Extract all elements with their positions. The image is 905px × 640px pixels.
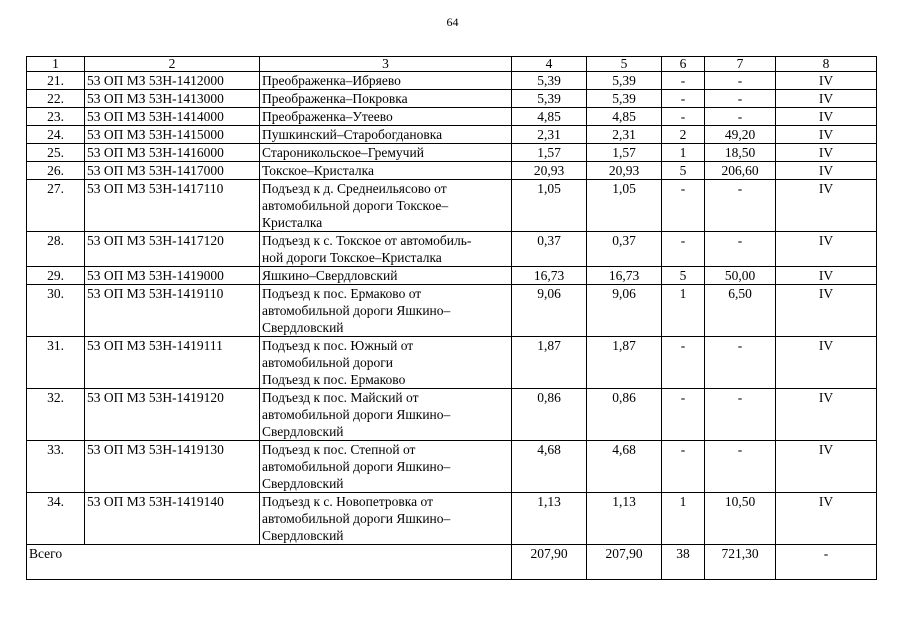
col-5-value: 9,06: [587, 285, 662, 337]
road-code: 53 ОП МЗ 53Н-1419111: [85, 337, 260, 389]
road-name-line: автомобильной дороги: [262, 355, 393, 370]
road-name: [260, 126, 512, 144]
road-name-line: Подъезд к пос. Майский от: [262, 390, 419, 405]
col-5-value: 1,87: [587, 337, 662, 389]
col-4-value: 5,39: [512, 90, 587, 108]
road-name: [260, 72, 512, 90]
road-name-line: Подъезд к д. Среднеильясово от: [262, 181, 447, 196]
road-name-line: Свердловский: [262, 476, 344, 491]
col-4-value: 1,13: [512, 493, 587, 545]
col-7-value: -: [705, 389, 776, 441]
header-cell: 1: [27, 57, 85, 72]
col-5-value: 20,93: [587, 162, 662, 180]
road-name-line: Подъезд к с. Новопетровка от: [262, 494, 434, 509]
road-name-line: Подъезд к пос. Степной от: [262, 442, 416, 457]
row-number: 25.: [27, 144, 85, 162]
header-cell: 6: [662, 57, 705, 72]
total-col-8: -: [776, 545, 877, 580]
road-name-line: Свердловский: [262, 320, 344, 335]
col-6-value: -: [662, 232, 705, 267]
road-code: 53 ОП МЗ 53Н-1417000: [85, 162, 260, 180]
road-name: [260, 144, 512, 162]
col-5-value: 4,68: [587, 441, 662, 493]
col-7-value: -: [705, 441, 776, 493]
road-name: [260, 337, 512, 389]
table-body: [27, 57, 877, 580]
table-row: [27, 90, 877, 108]
col-4-value: 20,93: [512, 162, 587, 180]
col-7-value: -: [705, 180, 776, 232]
col-6-value: 1: [662, 285, 705, 337]
col-5-value: 0,37: [587, 232, 662, 267]
col-5-value: 1,05: [587, 180, 662, 232]
road-name-line: Подъезд к с. Токское от автомобиль-: [262, 233, 472, 248]
col-7-value: 50,00: [705, 267, 776, 285]
table-row: [27, 493, 877, 545]
col-7-value: 18,50: [705, 144, 776, 162]
col-7-value: -: [705, 337, 776, 389]
table-row: [27, 72, 877, 90]
col-5-value: 2,31: [587, 126, 662, 144]
col-8-value: IV: [776, 108, 877, 126]
road-name: [260, 162, 512, 180]
col-5-value: 0,86: [587, 389, 662, 441]
header-cell: 8: [776, 57, 877, 72]
col-5-value: 1,57: [587, 144, 662, 162]
col-8-value: IV: [776, 232, 877, 267]
road-code: 53 ОП МЗ 53Н-1414000: [85, 108, 260, 126]
road-name-line: автомобильной дороги Яшкино–: [262, 511, 451, 526]
road-name-line: автомобильной дороги Яшкино–: [262, 303, 451, 318]
header-cell: 5: [587, 57, 662, 72]
row-number: 23.: [27, 108, 85, 126]
col-7-value: -: [705, 232, 776, 267]
row-number: 29.: [27, 267, 85, 285]
col-7-value: 49,20: [705, 126, 776, 144]
col-8-value: IV: [776, 72, 877, 90]
row-number: 27.: [27, 180, 85, 232]
col-8-value: IV: [776, 337, 877, 389]
col-4-value: 16,73: [512, 267, 587, 285]
total-row: [27, 545, 877, 580]
road-name: [260, 108, 512, 126]
col-5-value: 16,73: [587, 267, 662, 285]
col-7-value: -: [705, 108, 776, 126]
road-name-line: Староникольское–Гремучий: [262, 145, 424, 160]
road-name-line: автомобильной дороги Яшкино–: [262, 407, 451, 422]
col-6-value: 5: [662, 267, 705, 285]
table-row: [27, 389, 877, 441]
row-number: 30.: [27, 285, 85, 337]
col-8-value: IV: [776, 285, 877, 337]
col-4-value: 0,37: [512, 232, 587, 267]
col-8-value: IV: [776, 267, 877, 285]
total-col-6: 38: [662, 545, 705, 580]
row-number: 26.: [27, 162, 85, 180]
road-code: 53 ОП МЗ 53Н-1419000: [85, 267, 260, 285]
col-8-value: IV: [776, 180, 877, 232]
row-number: 21.: [27, 72, 85, 90]
road-name: [260, 267, 512, 285]
header-cell: 2: [85, 57, 260, 72]
road-code: 53 ОП МЗ 53Н-1417110: [85, 180, 260, 232]
col-5-value: 5,39: [587, 72, 662, 90]
col-4-value: 1,87: [512, 337, 587, 389]
col-6-value: -: [662, 180, 705, 232]
col-6-value: -: [662, 108, 705, 126]
road-name-line: Преображенка–Покровка: [262, 91, 408, 106]
col-5-value: 1,13: [587, 493, 662, 545]
road-name: [260, 441, 512, 493]
table-row: [27, 232, 877, 267]
road-name: [260, 389, 512, 441]
col-7-value: 206,60: [705, 162, 776, 180]
road-name-line: Кристалка: [262, 215, 323, 230]
road-code: 53 ОП МЗ 53Н-1419110: [85, 285, 260, 337]
row-number: 22.: [27, 90, 85, 108]
col-5-value: 4,85: [587, 108, 662, 126]
road-code: 53 ОП МЗ 53Н-1417120: [85, 232, 260, 267]
header-row: [27, 57, 877, 72]
col-8-value: IV: [776, 126, 877, 144]
col-5-value: 5,39: [587, 90, 662, 108]
col-7-value: 10,50: [705, 493, 776, 545]
col-8-value: IV: [776, 90, 877, 108]
road-code: 53 ОП МЗ 53Н-1412000: [85, 72, 260, 90]
row-number: 28.: [27, 232, 85, 267]
page-number: 64: [446, 15, 459, 29]
header-cell: 4: [512, 57, 587, 72]
road-name-line: Токское–Кристалка: [262, 163, 374, 178]
col-8-value: IV: [776, 144, 877, 162]
col-4-value: 5,39: [512, 72, 587, 90]
road-name: [260, 232, 512, 267]
total-col-5: 207,90: [587, 545, 662, 580]
road-name-line: автомобильной дороги Токское–: [262, 198, 449, 213]
header-cell: 7: [705, 57, 776, 72]
table-row: [27, 126, 877, 144]
table-row: [27, 162, 877, 180]
col-4-value: 1,05: [512, 180, 587, 232]
col-6-value: 2: [662, 126, 705, 144]
road-name-line: Свердловский: [262, 528, 344, 543]
road-code: 53 ОП МЗ 53Н-1419140: [85, 493, 260, 545]
table-row: [27, 337, 877, 389]
col-6-value: -: [662, 337, 705, 389]
col-8-value: IV: [776, 162, 877, 180]
col-4-value: 4,68: [512, 441, 587, 493]
col-6-value: -: [662, 441, 705, 493]
col-7-value: 6,50: [705, 285, 776, 337]
header-cell: 3: [260, 57, 512, 72]
road-name-line: Пушкинский–Старобогдановка: [262, 127, 443, 142]
table-row: [27, 108, 877, 126]
row-number: 34.: [27, 493, 85, 545]
row-number: 33.: [27, 441, 85, 493]
col-4-value: 0,86: [512, 389, 587, 441]
col-8-value: IV: [776, 441, 877, 493]
road-name: [260, 285, 512, 337]
road-code: 53 ОП МЗ 53Н-1419130: [85, 441, 260, 493]
col-6-value: 5: [662, 162, 705, 180]
row-number: 24.: [27, 126, 85, 144]
table-row: [27, 144, 877, 162]
road-name-line: Преображенка–Утеево: [262, 109, 393, 124]
table-row: [27, 267, 877, 285]
road-name-line: ной дороги Токское–Кристалка: [262, 250, 442, 265]
col-8-value: IV: [776, 493, 877, 545]
road-name: [260, 90, 512, 108]
road-name-line: Подъезд к пос. Южный от: [262, 338, 414, 353]
col-7-value: -: [705, 90, 776, 108]
total-col-7: 721,30: [705, 545, 776, 580]
road-code: 53 ОП МЗ 53Н-1413000: [85, 90, 260, 108]
roads-table: [26, 56, 877, 580]
col-6-value: 1: [662, 144, 705, 162]
col-6-value: -: [662, 90, 705, 108]
table-row: [27, 180, 877, 232]
road-name: [260, 493, 512, 545]
col-6-value: -: [662, 389, 705, 441]
row-number: 32.: [27, 389, 85, 441]
road-name-line: Подъезд к пос. Ермаково от: [262, 286, 422, 301]
col-6-value: -: [662, 72, 705, 90]
road-code: 53 ОП МЗ 53Н-1419120: [85, 389, 260, 441]
col-8-value: IV: [776, 389, 877, 441]
col-4-value: 4,85: [512, 108, 587, 126]
road-code: 53 ОП МЗ 53Н-1416000: [85, 144, 260, 162]
total-label: Всего: [27, 545, 512, 580]
table-row: [27, 441, 877, 493]
col-4-value: 1,57: [512, 144, 587, 162]
road-name-line: Свердловский: [262, 424, 344, 439]
road-name-line: Подъезд к пос. Ермаково: [262, 372, 406, 387]
road-name-line: Яшкино–Свердловский: [262, 268, 398, 283]
road-code: 53 ОП МЗ 53Н-1415000: [85, 126, 260, 144]
col-6-value: 1: [662, 493, 705, 545]
col-7-value: -: [705, 72, 776, 90]
table-row: [27, 285, 877, 337]
row-number: 31.: [27, 337, 85, 389]
total-col-4: 207,90: [512, 545, 587, 580]
road-name-line: Преображенка–Ибряево: [262, 73, 401, 88]
road-name-line: автомобильной дороги Яшкино–: [262, 459, 451, 474]
road-name: [260, 180, 512, 232]
col-4-value: 2,31: [512, 126, 587, 144]
col-4-value: 9,06: [512, 285, 587, 337]
